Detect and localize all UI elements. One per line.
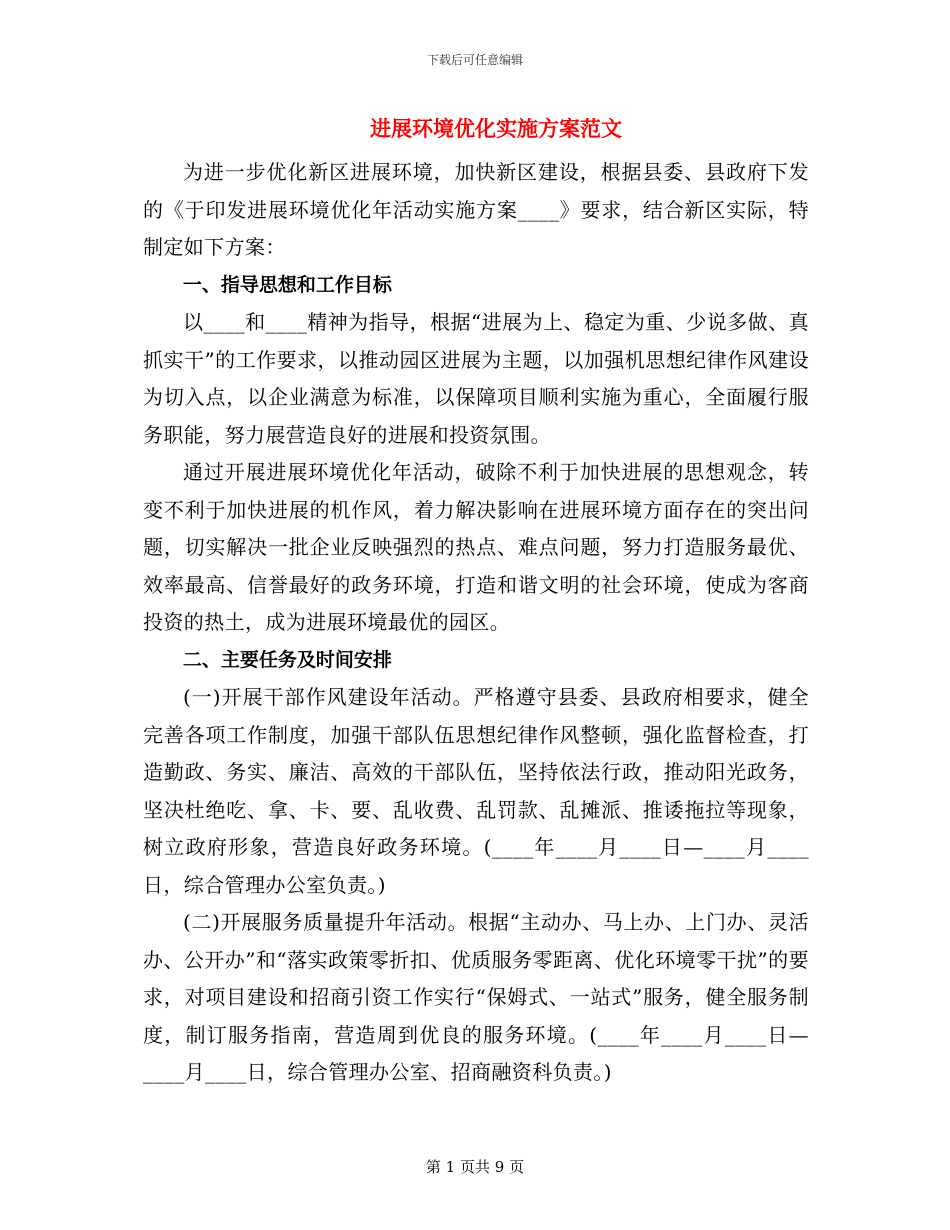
- intro-paragraph: 为进一步优化新区进展环境，加快新区建设，根据县委、县政府下发的《于印发进展环境优化年活动实施方案____》要求，结合新区实际，特制定如下方案：: [143, 160, 809, 259]
- section1-paragraph-1: 以____和____精神为指导，根据“进展为上、稳定为重、少说多做、真抓实干”的工作要求，以推动园区进展为主题，以加强机思想纪律作风建设为切入点，以企业满意为标准，以保障项目顺利实施为重心，全面履行服务职能，努力展营造良好的进展和投资氛围。: [143, 310, 809, 447]
- section-heading-main-tasks: 二、主要任务及时间安排: [182, 648, 392, 671]
- section-heading-guiding-ideology: 一、指导思想和工作目标: [182, 273, 392, 296]
- document-body: [143, 112, 809, 1092]
- page-number: 第 1 页共 9 页: [425, 1158, 525, 1176]
- section1-paragraph-2: 通过开展进展环境优化年活动，破除不利于加快进展的思想观念，转变不利于加快进展的机作风，着力解决影响在进展环境方面存在的突出问题，切实解决一批企业反映强烈的热点、难点问题，努力打造服务最优、效率最高、信誉最好的政务环境，打造和谐文明的社会环境，使成为客商投资的热土，成为进展环境最优的园区。: [143, 460, 809, 634]
- section2-paragraph-2: (二)开展服务质量提升年活动。根据“主动办、马上办、上门办、灵活办、公开办”和“落实政策零折扣、优质服务零距离、优化环境零干扰”的要求，对项目建设和招商引资工作实行“保姆式、一站式”服务，健全服务制度，制订服务指南，营造周到优良的服务环境。(____年____月____日—____月____日，综合管理办公室、招商融资科负责。): [143, 910, 809, 1084]
- page-header: 下载后可任意编辑: [426, 53, 523, 67]
- section2-paragraph-1: (一)开展干部作风建设年活动。严格遵守县委、县政府相要求，健全完善各项工作制度，加强干部队伍思想纪律作风整顿，强化监督检查，打造勤政、务实、廉洁、高效的干部队伍，坚持依法行政，推动阳光政务，坚决杜绝吃、拿、卡、要、乱收费、乱罚款、乱摊派、推诿拖拉等现象，树立政府形象，营造良好政务环境。(____年____月____日—____月____日，综合管理办公室负责。): [143, 685, 809, 897]
- document-title: 进展环境优化实施方案范文: [370, 116, 622, 141]
